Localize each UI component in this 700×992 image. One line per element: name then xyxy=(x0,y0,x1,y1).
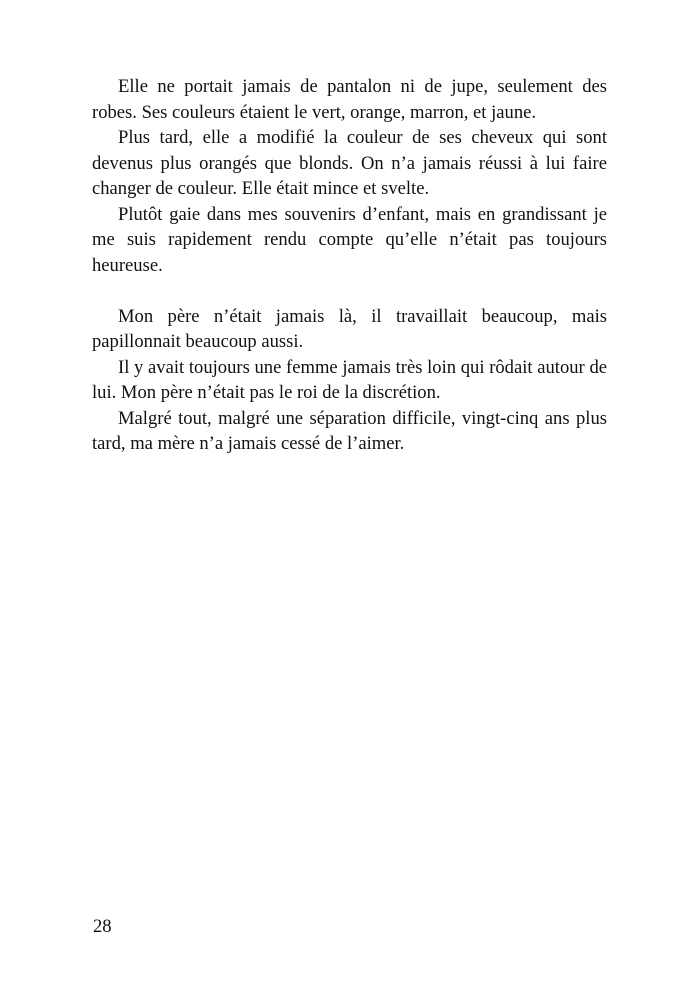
paragraph: Elle ne portait jamais de pantalon ni de jupe, seulement des robes. Ses couleurs étaient le vert, orange, marron, et jaune. xyxy=(92,76,607,123)
paragraph: Plutôt gaie dans mes souvenirs d’enfant, mais en grandissant je me suis rapidement rendu compte qu’elle n’était pas toujours heureuse. xyxy=(92,203,607,276)
paragraph: Mon père n’était jamais là, il travaillait beaucoup, mais papillonnait beaucoup aussi. xyxy=(92,305,607,352)
paragraph: Il y avait toujours une femme jamais très loin qui rôdait autour de lui. Mon père n’était pas le roi de la discrétion. xyxy=(92,356,607,403)
paragraph: Malgré tout, malgré une séparation difficile, vingt-cinq ans plus tard, ma mère n’a jamais cessé de l’aimer. xyxy=(92,407,607,454)
section-gap xyxy=(92,278,607,304)
page-number: 28 xyxy=(93,916,112,937)
paragraph: Plus tard, elle a modifié la couleur de ses cheveux qui sont devenus plus orangés que blonds. On n’a jamais réussi à lui faire changer de couleur. Elle était mince et svelte. xyxy=(92,127,607,199)
body-text xyxy=(92,74,607,457)
